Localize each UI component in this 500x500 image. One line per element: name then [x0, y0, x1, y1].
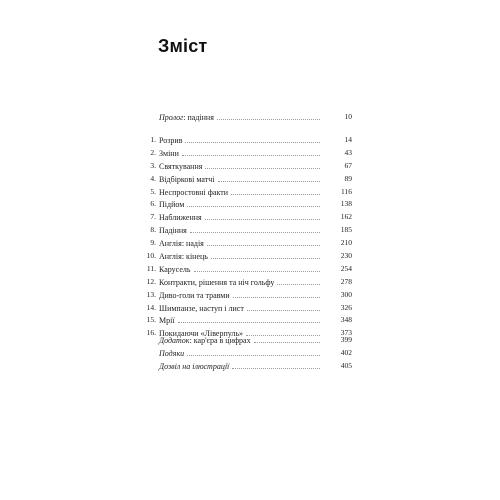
toc-entry-chapter[interactable] — [140, 263, 352, 276]
toc-page-number: 67 — [344, 160, 352, 170]
toc-page-number: 399 — [340, 335, 352, 344]
page-title: Зміст — [158, 36, 208, 56]
toc-page-number: 326 — [340, 302, 352, 312]
toc-entry-label-text: Зміни — [159, 148, 179, 158]
toc-page-number: 185 — [340, 225, 352, 235]
toc-entry-label-text: Контракти, рішення та ніч гольфу — [159, 277, 275, 287]
toc-entry-label-text: Падіння — [159, 226, 187, 236]
toc-entry-label-rest: : падіння — [183, 113, 214, 122]
toc-page-number: 116 — [341, 186, 352, 196]
toc-chapter-number: 1. — [150, 135, 156, 144]
toc-page-number: 405 — [340, 360, 352, 370]
toc-entry-label — [159, 237, 320, 251]
toc-chapters-section — [140, 134, 352, 340]
toc-page-number: 402 — [340, 347, 352, 357]
toc-entry-chapter[interactable] — [140, 289, 352, 302]
toc-entry-chapter[interactable] — [140, 211, 352, 224]
toc-entry-label-rest: : кар'єра в цифрах — [189, 336, 251, 345]
toc-entry-chapter[interactable] — [140, 147, 352, 160]
dot-leader — [232, 360, 320, 369]
toc-entry-chapter[interactable] — [140, 198, 352, 211]
toc-entry-label-text: Розрив — [159, 136, 183, 145]
toc-chapter-number: 12. — [146, 276, 156, 286]
toc-entry-label-text: Підйом — [159, 200, 185, 210]
dot-leader — [178, 314, 320, 323]
toc-chapter-number: 8. — [150, 225, 156, 235]
toc-entry-label-italic: Подяки — [159, 348, 185, 358]
toc-page-number: 230 — [340, 251, 352, 261]
toc-entry-chapter[interactable] — [140, 276, 352, 289]
toc-page-number: 89 — [344, 173, 352, 183]
toc-entry-chapter[interactable] — [140, 160, 352, 173]
toc-chapter-number: 16. — [146, 328, 156, 338]
toc-page-number: 348 — [340, 315, 352, 325]
toc-chapter-number: 7. — [150, 212, 156, 222]
toc-entry-label-italic: Дозвіл на ілюстрації — [159, 361, 230, 371]
toc-chapter-number: 5. — [150, 186, 156, 196]
toc-chapter-number: 9. — [150, 238, 156, 248]
toc-entry-label — [159, 302, 320, 316]
toc-entry-label — [159, 276, 320, 290]
toc-entry-label — [159, 289, 320, 303]
toc-entry-label — [159, 224, 320, 238]
dot-leader — [187, 347, 320, 356]
dot-leader — [218, 173, 321, 182]
dot-leader — [233, 289, 320, 298]
toc-entry-label — [159, 250, 320, 264]
dot-leader — [194, 263, 320, 272]
toc-entry-label-italic: Пролог — [159, 113, 184, 122]
toc-entry-prologue[interactable] — [140, 111, 352, 124]
toc-entry-appendix[interactable] — [140, 360, 352, 373]
toc-entry-label-text: Карусель — [159, 264, 191, 274]
toc-entry-chapter[interactable] — [140, 250, 352, 263]
toc-page-number: 14 — [344, 135, 352, 144]
toc-entry-label — [159, 147, 320, 161]
toc-entry-label — [159, 314, 320, 328]
toc-entry-label — [159, 334, 320, 348]
toc-page-number: 43 — [344, 147, 352, 157]
toc-chapter-number: 10. — [146, 251, 156, 261]
toc-entry-label-text: Святкування — [159, 161, 203, 171]
toc-appendix-section — [140, 334, 352, 373]
toc-chapter-number: 4. — [150, 173, 156, 183]
toc-page-number: 254 — [340, 263, 352, 273]
toc-entry-chapter[interactable] — [140, 173, 352, 186]
toc-chapter-number: 13. — [146, 289, 156, 299]
dot-leader — [207, 237, 320, 246]
toc-entry-appendix[interactable] — [140, 334, 352, 347]
toc-chapter-number: 3. — [150, 160, 156, 170]
toc-entry-label-text: Англія: надія — [159, 239, 204, 249]
dot-leader — [231, 186, 320, 195]
dot-leader — [211, 250, 320, 259]
toc-entry-label — [159, 173, 320, 187]
toc-entry-label-text: Англія: кінець — [159, 252, 208, 262]
toc-entry-chapter[interactable] — [140, 302, 352, 315]
dot-leader — [205, 211, 320, 220]
toc-page-number: 210 — [340, 238, 352, 248]
dot-leader — [254, 334, 320, 343]
toc-chapter-number: 14. — [146, 302, 156, 312]
toc-entry-label — [159, 198, 320, 212]
toc-page-number: 373 — [340, 328, 352, 338]
toc-entry-label — [159, 360, 320, 374]
toc-chapter-number: 15. — [146, 315, 156, 325]
dot-leader — [277, 276, 320, 285]
toc-page-number: 278 — [340, 276, 352, 286]
toc-entry-label-text: Неспростовні факти — [159, 187, 229, 197]
toc-entry-label — [159, 186, 320, 200]
dot-leader — [205, 160, 320, 169]
toc-entry-label — [159, 347, 320, 361]
toc-entry-chapter[interactable] — [140, 134, 352, 147]
toc-page-number: 300 — [340, 289, 352, 299]
dot-leader — [185, 134, 320, 143]
toc-entry-chapter[interactable] — [140, 186, 352, 199]
toc-entry-label-text: Покидаючи «Ліверпуль» — [159, 329, 244, 339]
dot-leader — [217, 111, 320, 120]
toc-entry-label-italic: Додаток — [159, 336, 190, 345]
toc-prologue-section — [140, 111, 352, 124]
toc-entry-chapter[interactable] — [140, 237, 352, 250]
toc-entry-label-text: Мрії — [159, 316, 175, 326]
toc-entry-label — [159, 134, 320, 148]
toc-entry-label — [159, 211, 320, 225]
toc-entry-label-text: Диво-голи та травми — [159, 290, 230, 300]
dot-leader — [187, 198, 320, 207]
toc-page-number: 138 — [340, 199, 352, 209]
toc-chapter-number: 2. — [150, 147, 156, 157]
toc-entry-label — [159, 111, 320, 125]
dot-leader — [182, 147, 320, 156]
toc-entry-chapter[interactable] — [140, 224, 352, 237]
dot-leader — [247, 302, 320, 311]
toc-chapter-number: 6. — [150, 199, 156, 209]
toc-entry-label — [159, 263, 320, 277]
toc-chapter-number: 11. — [146, 263, 156, 273]
toc-entry-label-text: Наближення — [159, 213, 202, 223]
toc-page-number: 162 — [340, 212, 352, 222]
toc-entry-appendix[interactable] — [140, 347, 352, 360]
toc-entry-label-text: Відбіркові матчі — [159, 174, 215, 184]
toc-entry-label-text: Шимпанзе, наступ і лист — [159, 303, 244, 313]
toc-entry-label — [159, 160, 320, 174]
dot-leader — [190, 224, 320, 233]
toc-entry-chapter[interactable] — [140, 314, 352, 327]
toc-page-number: 10 — [344, 112, 352, 121]
